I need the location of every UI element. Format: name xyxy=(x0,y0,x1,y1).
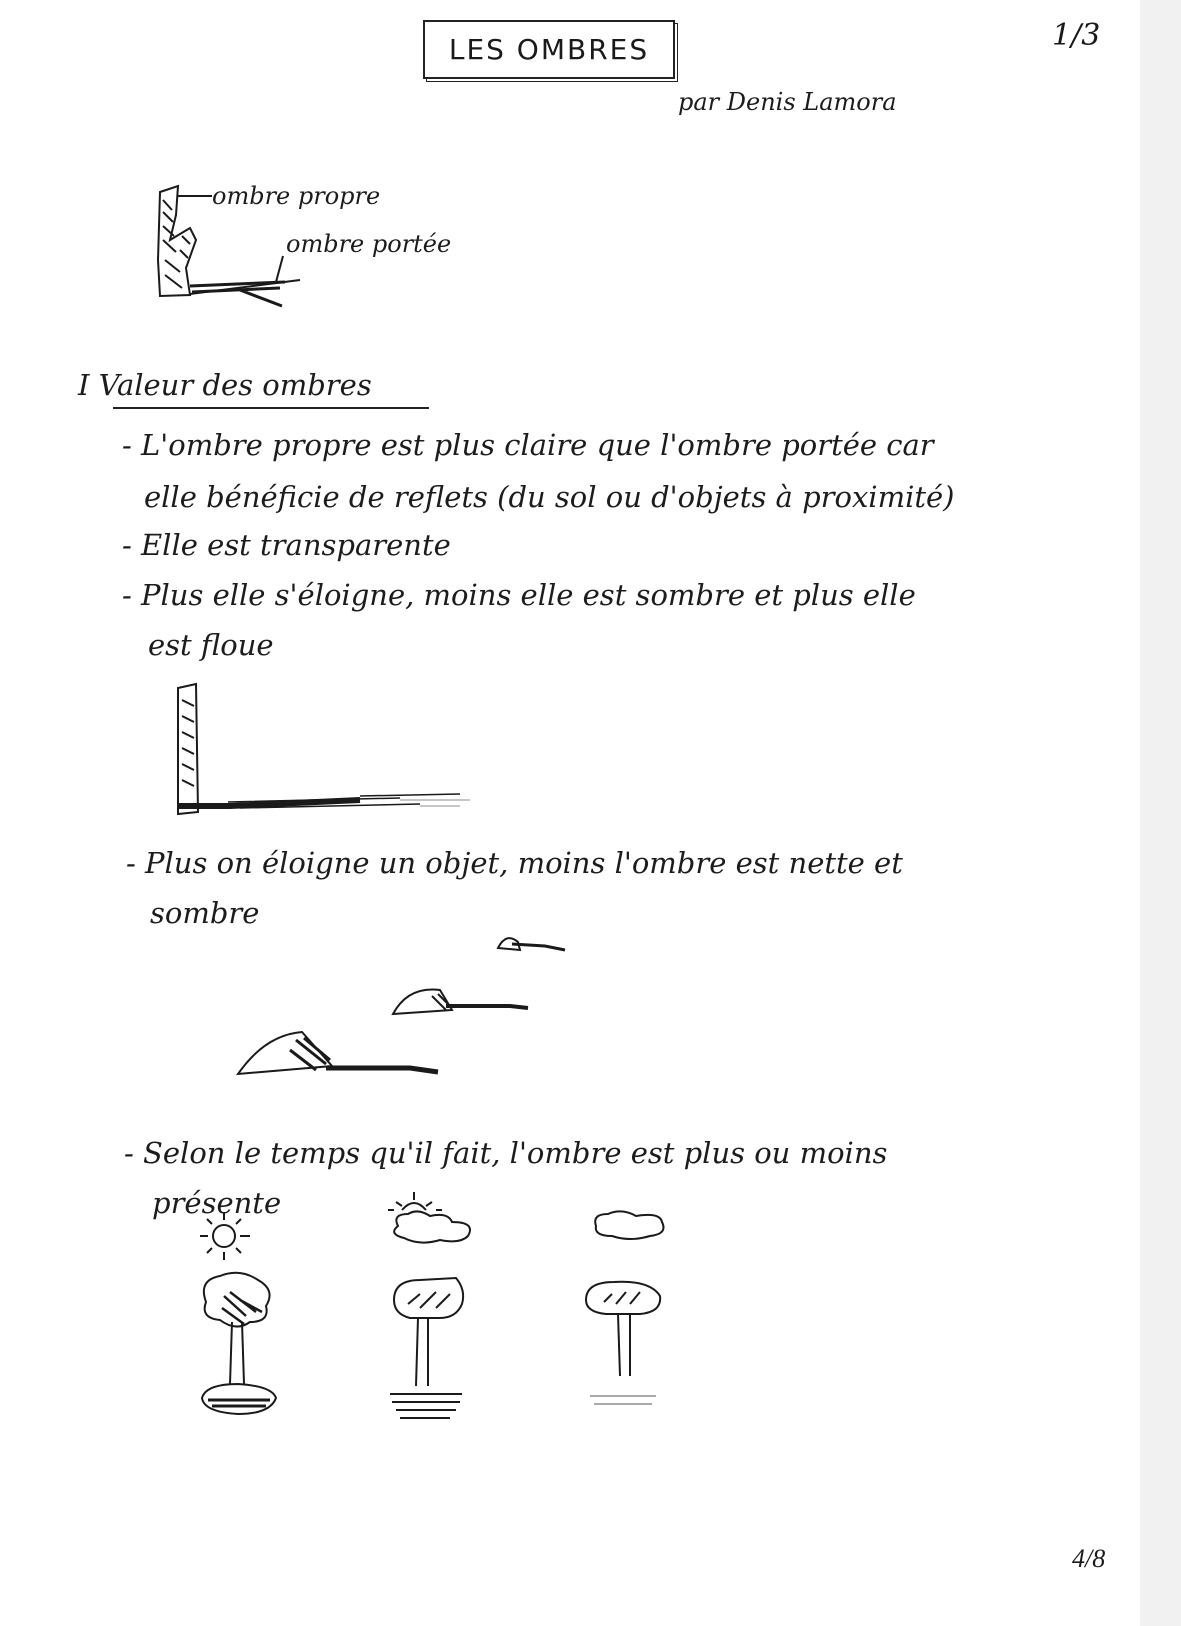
page-title: LES OMBRES xyxy=(423,20,675,79)
section-heading: I Valeur des ombres xyxy=(78,368,372,402)
paragraph-5-line-2: présente xyxy=(152,1186,282,1220)
paragraph-2: - Elle est transparente xyxy=(122,528,451,562)
paragraph-1-line-1: - L'ombre propre est plus claire que l'ombre portée car xyxy=(122,428,934,462)
paragraph-1-line-2: elle bénéficie de reflets (du sol ou d'objets à proximité) xyxy=(144,480,955,514)
paragraph-4-line-1: - Plus on éloigne un objet, moins l'ombre est nette et xyxy=(126,846,903,880)
page-number: 4/8 xyxy=(1072,1544,1106,1573)
scan-edge xyxy=(1140,0,1181,1626)
paragraph-3-line-1: - Plus elle s'éloigne, moins elle est sombre et plus elle xyxy=(122,578,916,612)
paragraph-4-line-2: sombre xyxy=(150,896,260,930)
page-reference: 1/3 xyxy=(1052,18,1101,53)
cast-shadow-label: ombre portée xyxy=(286,230,452,258)
own-shadow-label: ombre propre xyxy=(212,182,381,210)
heading-underline xyxy=(113,407,429,409)
paragraph-3-line-2: est floue xyxy=(148,628,274,662)
paragraph-5-line-1: - Selon le temps qu'il fait, l'ombre est plus ou moins xyxy=(124,1136,888,1170)
author-line: par Denis Lamora xyxy=(678,88,897,116)
